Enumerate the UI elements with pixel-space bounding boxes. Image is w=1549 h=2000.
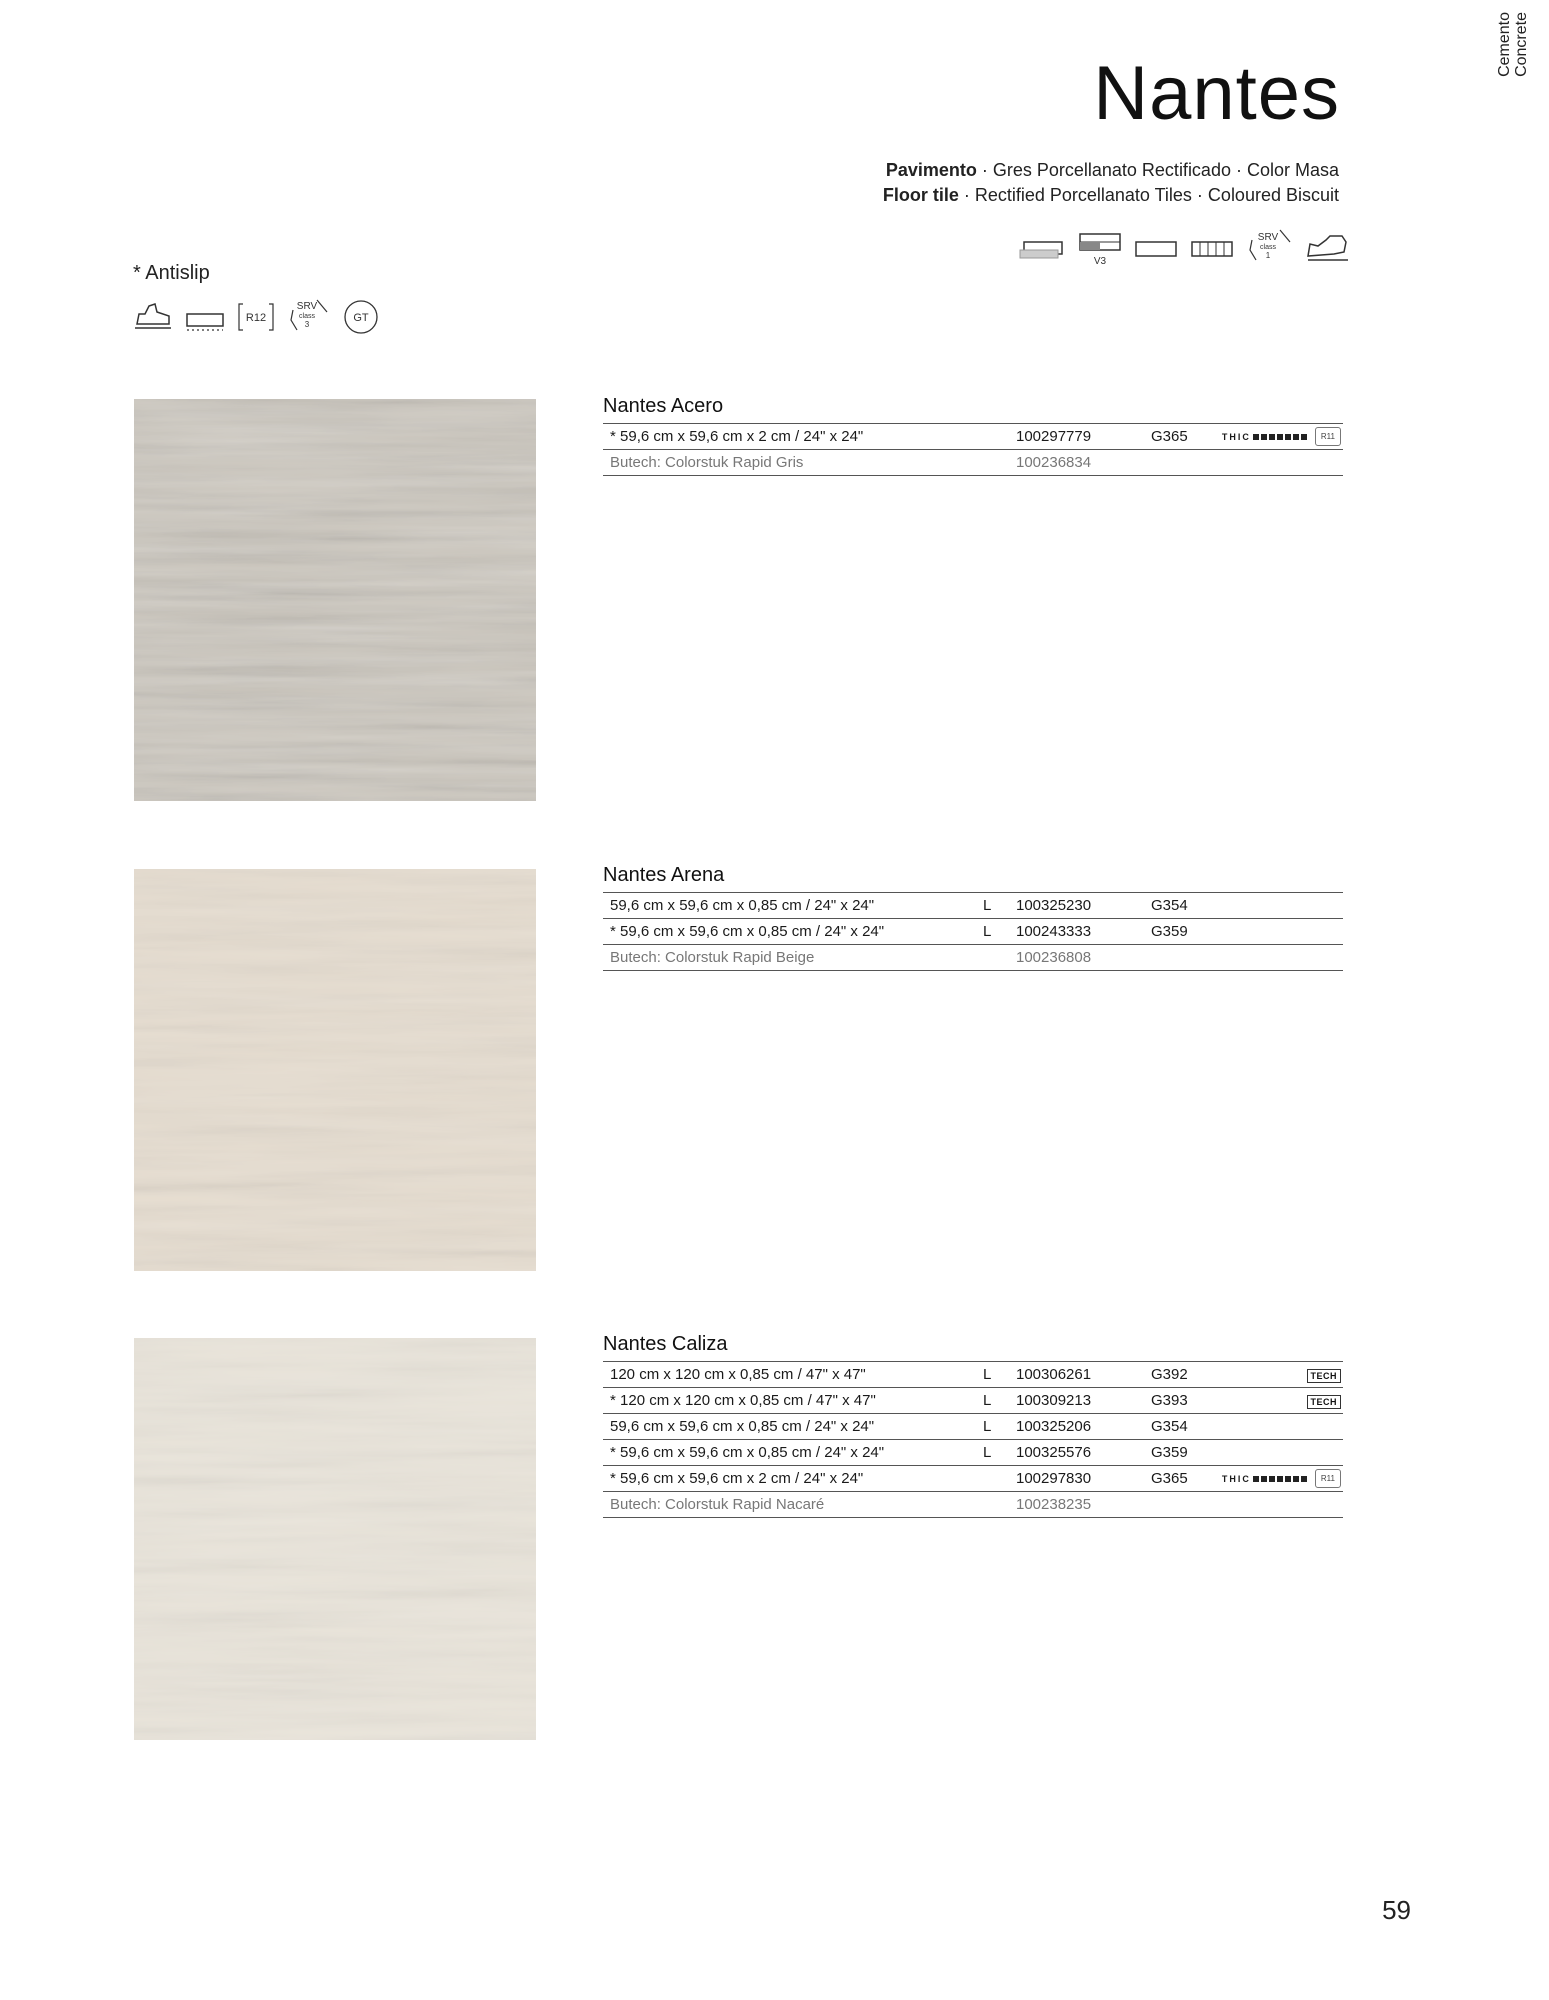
lappato-cell: L: [983, 1444, 992, 1461]
size-cell: Butech: Colorstuk Rapid Beige: [610, 949, 815, 966]
size-cell: * 59,6 cm x 59,6 cm x 0,85 cm / 24" x 24": [610, 923, 885, 940]
srv-class-label: class: [1260, 244, 1276, 251]
tech-badge: TECH: [1307, 1369, 1342, 1383]
size-cell: 59,6 cm x 59,6 cm x 0,85 cm / 24" x 24": [610, 1418, 875, 1435]
r11-badge: R11: [1315, 427, 1341, 446]
code-cell: 100238235: [1016, 1496, 1092, 1513]
product-name: Nantes Acero: [603, 395, 724, 417]
tile-image-acero: [134, 399, 536, 801]
r11-badge: R11: [1315, 1469, 1341, 1488]
product-arena: [603, 862, 1343, 971]
code-cell: 100325576: [1016, 1444, 1092, 1461]
shoe-traffic-icon: [1304, 232, 1350, 266]
size-cell: * 120 cm x 120 cm x 0,85 cm / 47" x 47": [610, 1392, 876, 1409]
extra-cell: [1199, 1362, 1343, 1388]
table-row: [603, 424, 1343, 450]
shade-variation-icon: [1078, 230, 1122, 268]
size-cell: * 59,6 cm x 59,6 cm x 2 cm / 24" x 24": [610, 428, 864, 445]
floor-icon: [185, 300, 225, 334]
lappato-cell: L: [983, 923, 992, 940]
extra-cell: [1199, 1388, 1343, 1414]
code-cell: 100325206: [1016, 1418, 1092, 1435]
code-cell: 100297779: [1016, 428, 1092, 445]
group-cell: G354: [1151, 1418, 1188, 1435]
group-cell: [1144, 450, 1199, 476]
tile-image-caliza: [134, 1338, 536, 1740]
antislip-srv-class: class: [299, 313, 315, 320]
floor-tile-icon: [1018, 236, 1066, 262]
antislip-icons: [133, 296, 381, 338]
product-table: [603, 1361, 1343, 1518]
grout-row: [603, 945, 1343, 971]
srv-class-1-icon: [1246, 226, 1292, 272]
size-cell: * 59,6 cm x 59,6 cm x 2 cm / 24" x 24": [610, 1470, 864, 1487]
product-acero: [603, 393, 1343, 476]
thick-logo: [1222, 432, 1307, 442]
lappato-cell: L: [983, 1366, 992, 1383]
group-cell: G365: [1151, 428, 1188, 445]
group-cell: [1144, 945, 1199, 971]
section-tab: [1496, 12, 1530, 77]
product-name: Nantes Arena: [603, 864, 725, 886]
product-name: Nantes Caliza: [603, 1333, 728, 1355]
tech-badge: TECH: [1307, 1395, 1342, 1409]
page-number: 59: [1382, 1895, 1411, 1925]
table-row: [603, 1440, 1343, 1466]
tile-image-arena: [134, 869, 536, 1271]
thick-logo-bar: [1253, 1476, 1307, 1482]
table-row: [603, 1414, 1343, 1440]
lappato-cell: [976, 424, 1009, 450]
product-caliza: [603, 1331, 1343, 1518]
srv-class-3-icon: [287, 296, 329, 338]
table-row: [603, 919, 1343, 945]
section-tab-es: Cemento: [1496, 12, 1513, 77]
size-cell: * 59,6 cm x 59,6 cm x 0,85 cm / 24" x 24": [610, 1444, 885, 1461]
table-row: [603, 893, 1343, 919]
thick-logo-text: THIC: [1221, 431, 1251, 442]
group-cell: G359: [1151, 1444, 1188, 1461]
size-cell: 59,6 cm x 59,6 cm x 0,85 cm / 24" x 24": [610, 897, 875, 914]
size-cell: Butech: Colorstuk Rapid Nacaré: [610, 1496, 825, 1513]
rectified-edge-icon: [1134, 236, 1178, 262]
desc-es-rest: · Gres Porcellanato Rectificado · Color Masa: [976, 160, 1339, 180]
size-cell: 120 cm x 120 cm x 0,85 cm / 47" x 47": [610, 1366, 866, 1383]
lappato-cell: [976, 450, 1009, 476]
code-cell: 100243333: [1016, 923, 1092, 940]
extra-cell: [1199, 1466, 1343, 1492]
lappato-cell: [976, 1492, 1009, 1518]
group-cell: G354: [1151, 897, 1188, 914]
lappato-cell: L: [983, 897, 992, 914]
section-tab-en: Concrete: [1513, 12, 1530, 77]
extra-cell: [1199, 919, 1343, 945]
srv-label: SRV: [1257, 232, 1279, 243]
r12-label: R12: [245, 312, 267, 324]
gt-icon: [341, 297, 381, 337]
table-row: [603, 1388, 1343, 1414]
thick-logo-bar: [1253, 434, 1307, 440]
shoe-icon: [133, 300, 173, 334]
lappato-cell: [976, 945, 1009, 971]
extra-cell: [1199, 450, 1343, 476]
code-cell: 100236808: [1016, 949, 1092, 966]
extra-cell: [1199, 893, 1343, 919]
extra-cell: [1199, 424, 1343, 450]
r12-icon: [237, 300, 275, 334]
antislip-srv-number: 3: [304, 320, 310, 329]
code-cell: 100297830: [1016, 1470, 1092, 1487]
table-row: [603, 1362, 1343, 1388]
extra-cell: [1199, 1492, 1343, 1518]
extra-cell: [1199, 945, 1343, 971]
desc-en-rest: · Rectified Porcellanato Tiles · Coloured Biscuit: [958, 185, 1339, 205]
lappato-cell: L: [983, 1418, 992, 1435]
code-cell: 100325230: [1016, 897, 1092, 914]
thick-logo: [1222, 1474, 1307, 1484]
grout-row: [603, 1492, 1343, 1518]
frost-resistant-icon: [1190, 236, 1234, 262]
table-row: [603, 1466, 1343, 1492]
product-table: [603, 892, 1343, 971]
lappato-cell: L: [983, 1392, 992, 1409]
group-cell: G393: [1151, 1392, 1188, 1409]
product-table: [603, 423, 1343, 476]
group-cell: G365: [1151, 1470, 1188, 1487]
gt-label: GT: [353, 312, 369, 324]
code-cell: 100309213: [1016, 1392, 1092, 1409]
extra-cell: [1199, 1440, 1343, 1466]
desc-en-bold: Floor tile: [882, 185, 959, 205]
antislip-label: * Antislip: [133, 262, 210, 284]
thick-logo-text: THIC: [1221, 1473, 1251, 1484]
lappato-cell: [976, 1466, 1009, 1492]
antislip-srv-label: SRV: [296, 301, 318, 312]
grout-row: [603, 450, 1343, 476]
product-description: [883, 158, 1339, 208]
srv-class-number: 1: [1265, 251, 1271, 260]
group-cell: [1144, 1492, 1199, 1518]
group-cell: G392: [1151, 1366, 1188, 1383]
group-cell: G359: [1151, 923, 1188, 940]
size-cell: Butech: Colorstuk Rapid Gris: [610, 454, 804, 471]
technical-icons: [1018, 226, 1350, 272]
desc-es-bold: Pavimento: [885, 160, 977, 180]
extra-cell: [1199, 1414, 1343, 1440]
v3-label: V3: [1093, 256, 1107, 267]
code-cell: 100236834: [1016, 454, 1092, 471]
code-cell: 100306261: [1016, 1366, 1092, 1383]
page-title: Nantes: [1093, 51, 1340, 136]
